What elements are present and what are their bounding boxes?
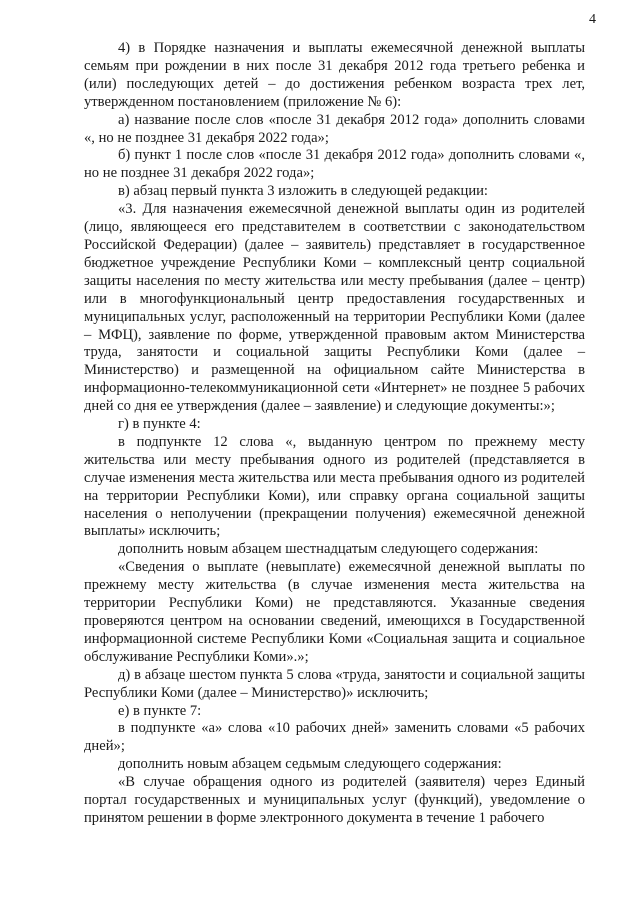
page-number: 4 <box>589 12 596 27</box>
paragraph-subitem-g: г) в пункте 4: <box>118 416 201 433</box>
paragraph-subpoint-12: в подпункте 12 слова «, выданную центром по прежнему месту жительства или месту пребывания одного из родителей (представляется в случае изменения места жительства или места пребывания одного из родителей на территории Республики Коми), или справку органа социальной защиты населения о неполучении (прекращении получения) ежемесячной денежной выплаты» исключить; <box>84 433 585 540</box>
paragraph-quote-point-3: «3. Для назначения ежемесячной денежной выплаты один из родителей (лицо, являющееся его представителем в соответствии с законодательством Российской Федерации) (далее – заявитель) представляет в государственное бюджетное учреждение Республики Коми – комплексный центр социальной защиты населения по месту жительства или месту пребывания (далее – центр) или в многофункциональный центр предоставления государственных и муниципальных услуг, расположенный на территории Республики Коми (далее – МФЦ), заявление по форме, утвержденной правовым актом Министерства труда, занятости и социальной защиты Республики Коми (далее – Министерство) и размещенной на официальном сайте Министерства в информационно-телекоммуникационной сети «Интернет» не позднее 5 рабочих дней со дня ее утверждения (далее – заявление) и следующие документы:»; <box>84 201 585 415</box>
paragraph-quote-portal: «В случае обращения одного из родителей (заявителя) через Единый портал государственных и муниципальных услуг (функций), уведомление о принятом решении в форме электронного документа в течение 1 рабочего <box>84 774 585 826</box>
paragraph-subitem-b: б) пункт 1 после слов «после 31 декабря 2012 года» дополнить словами «, но не позднее 31 декабря 2022 года»; <box>84 147 585 182</box>
paragraph-subitem-v: в) абзац первый пункта 3 изложить в следующей редакции: <box>118 183 488 200</box>
paragraph-add-sixteenth: дополнить новым абзацем шестнадцатым следующего содержания: <box>118 541 539 558</box>
paragraph-item-4: 4) в Порядке назначения и выплаты ежемесячной денежной выплаты семьям при рождении в них после 31 декабря 2012 года третьего ребенка и (или) последующих детей – до достижения ребенком возраста трех лет, утвержденном постановлением (приложение № 6): <box>84 40 585 110</box>
paragraph-subitem-a: а) название после слов «после 31 декабря 2012 года» дополнить словами «, но не позднее 31 декабря 2022 года»; <box>84 111 585 146</box>
paragraph-subitem-e: е) в пункте 7: <box>118 702 202 719</box>
document-body <box>84 40 585 828</box>
paragraph-quote-info: «Сведения о выплате (невыплате) ежемесячной денежной выплаты по прежнему месту жительства (в случае изменения места жительства на территории Республики Коми) не представляются. Указанные сведения проверяются центром на основании сведений, имеющихся в Государственной информационной системе Республики Коми «Социальная защита и социальное обслуживание Республики Коми».»; <box>84 559 585 665</box>
paragraph-subitem-d: д) в абзаце шестом пункта 5 слова «труда, занятости и социальной защиты Республики Коми (далее – Министерство)» исключить; <box>84 666 585 701</box>
paragraph-subpoint-a: в подпункте «а» слова «10 рабочих дней» заменить словами «5 рабочих дней»; <box>84 720 585 755</box>
paragraph-add-seventh: дополнить новым абзацем седьмым следующего содержания: <box>118 756 502 773</box>
